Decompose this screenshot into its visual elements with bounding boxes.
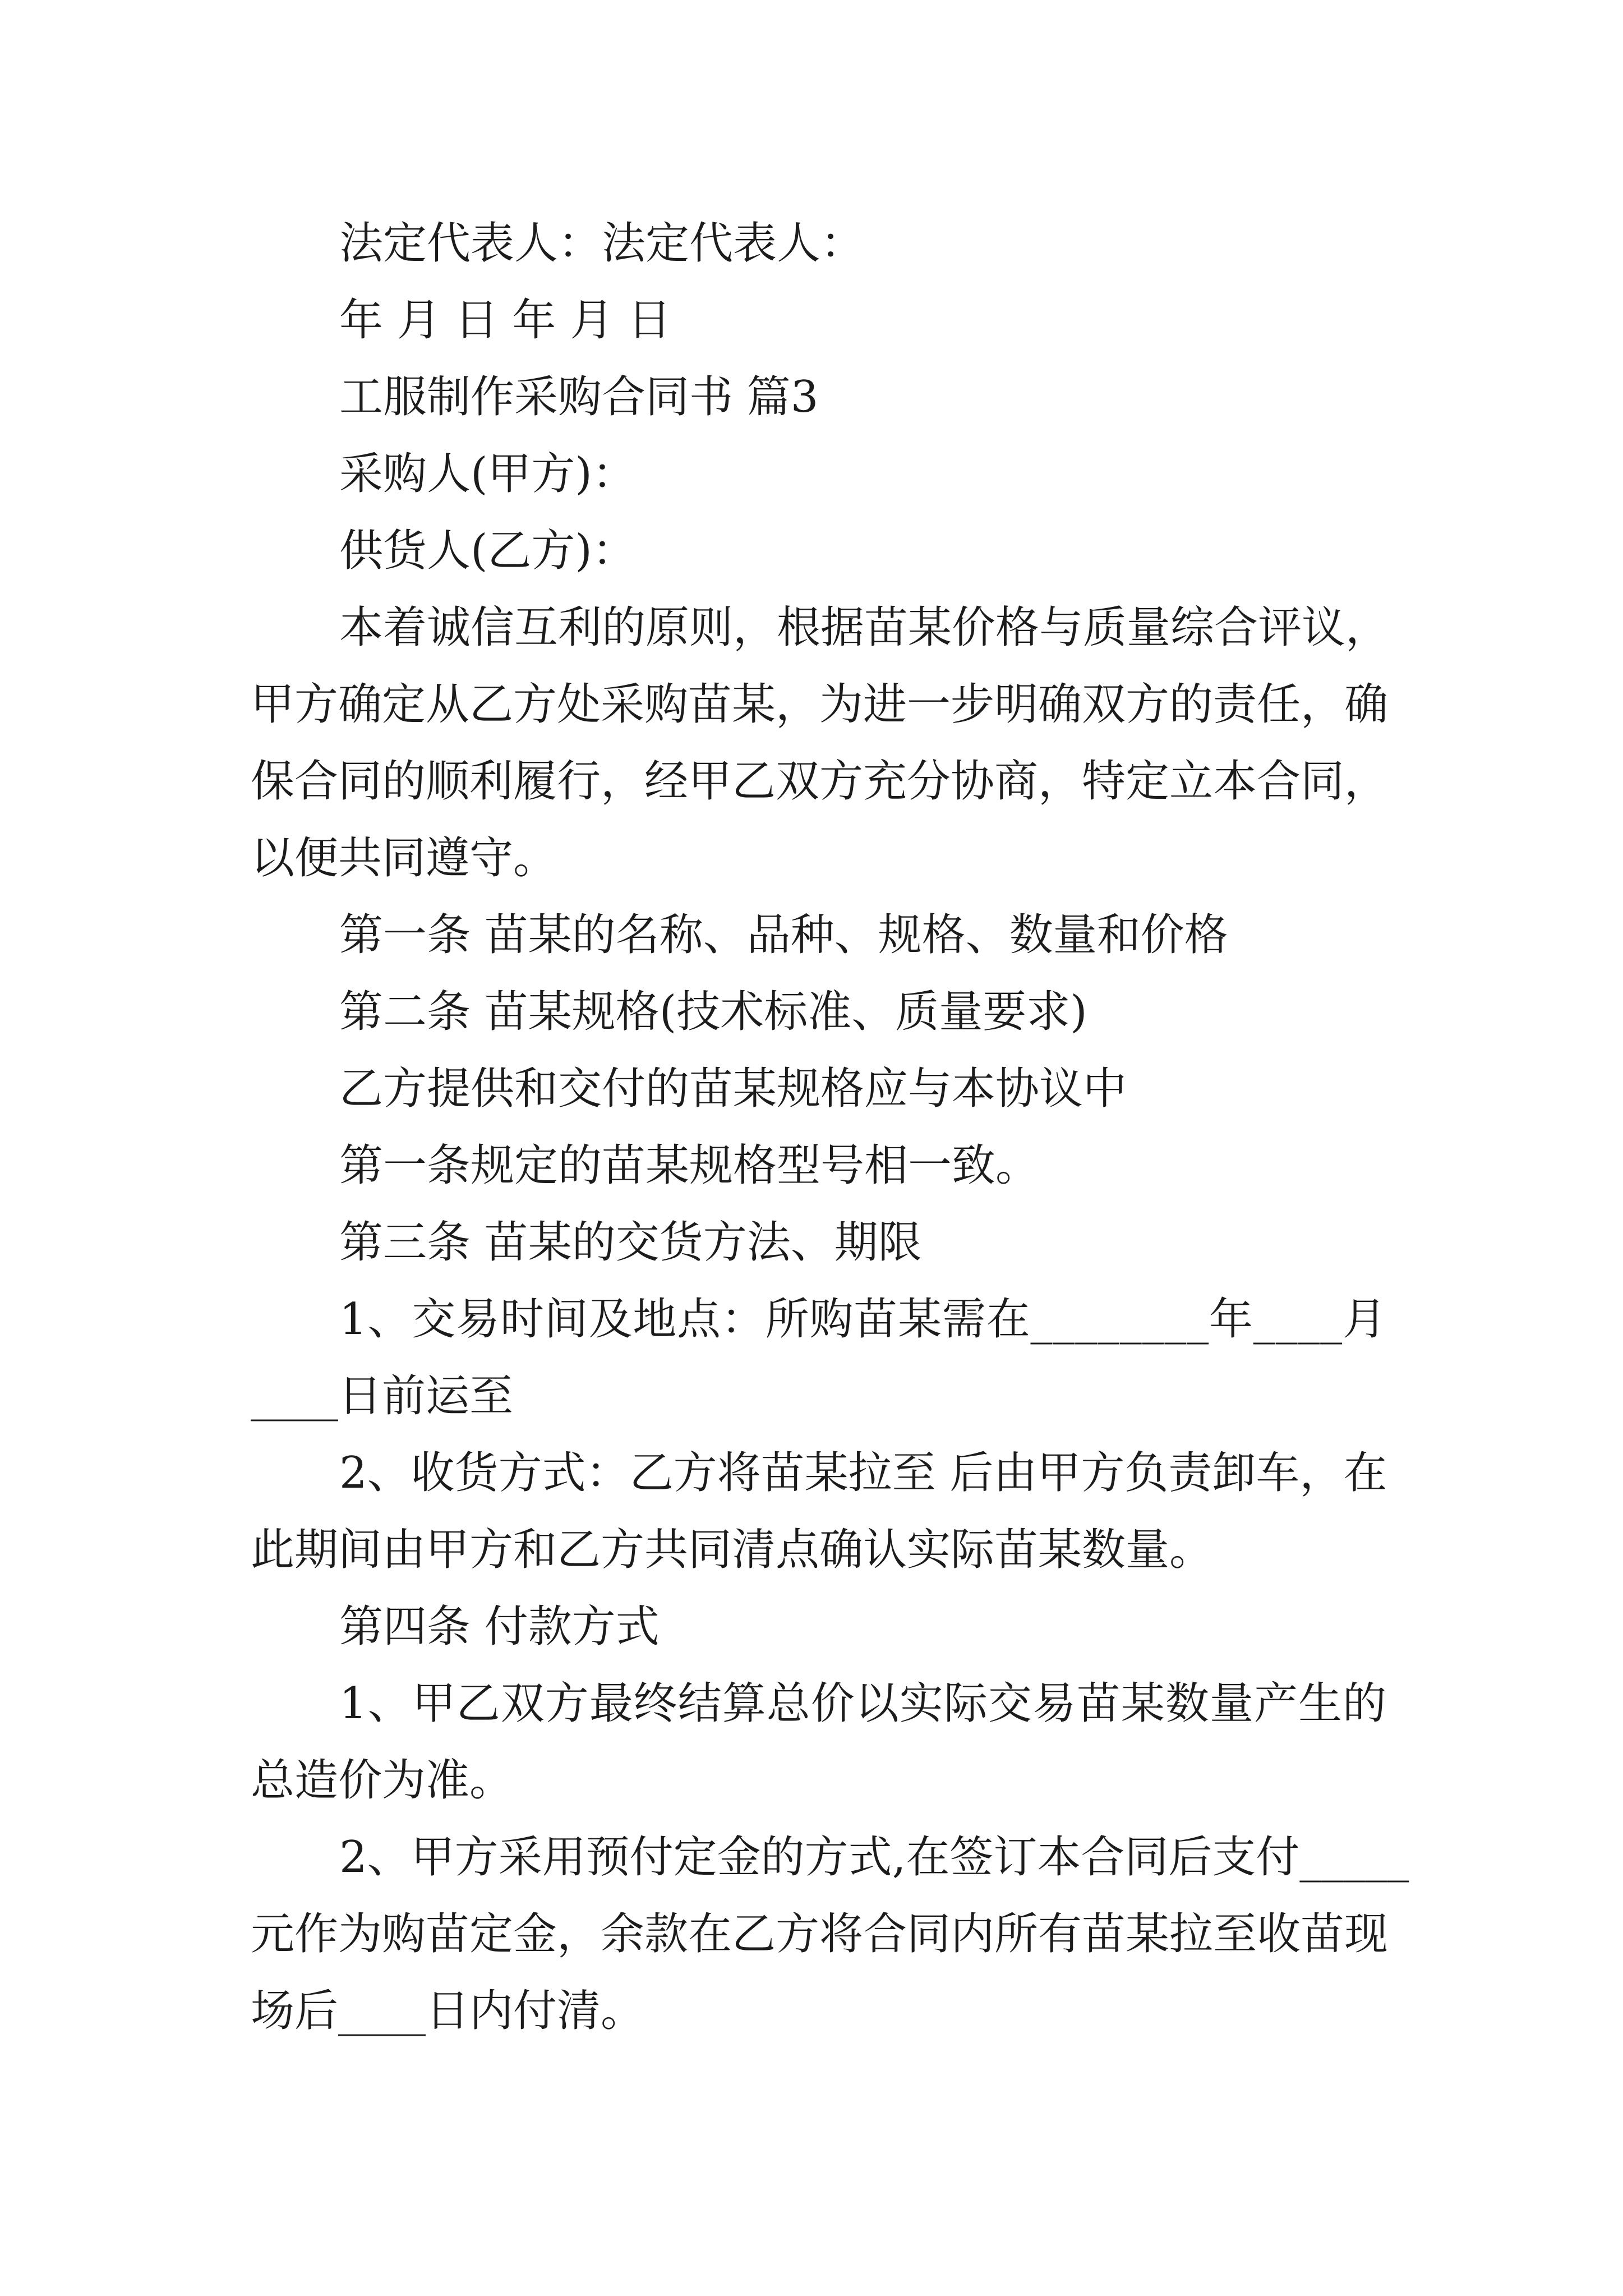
text-line: 采购人(甲方)：: [339, 449, 636, 499]
paragraph: [251, 1281, 1386, 1435]
text-line: 本着诚信互利的原则，根据苗某价格与质量综合评议，: [339, 602, 1390, 653]
text-line: 第一条规定的苗某规格型号相一致。: [339, 1140, 1040, 1191]
paragraph: [251, 1665, 1386, 1819]
paragraph: [251, 1589, 1386, 1665]
document-page: [251, 205, 1409, 2050]
text-line: 总造价为准。: [251, 1755, 514, 1806]
paragraph: [251, 1819, 1409, 2050]
text-line: 法定代表人：法定代表人：: [339, 218, 865, 269]
text-line: 第四条 付款方式: [339, 1602, 660, 1652]
paragraph: [251, 897, 1386, 974]
paragraph: [251, 1128, 1386, 1204]
text-line: 甲方确定从乙方处采购苗某，为进一步明确双方的责任，确: [251, 679, 1389, 730]
text-line: 2、甲方采用预付定金的方式,在签订本合同后支付_____: [339, 1832, 1409, 1883]
text-line: 场后____日内付清。: [251, 1986, 645, 2036]
paragraph: [251, 359, 1386, 436]
text-line: 2、收货方式：乙方将苗某拉至 后由甲方负责卸车，在: [339, 1448, 1387, 1498]
text-line: 1、甲乙双方最终结算总价以实际交易苗某数量产生的: [339, 1678, 1387, 1729]
text-line: 以便共同遵守。: [251, 833, 557, 884]
paragraph: [251, 436, 1386, 513]
paragraph: [251, 1051, 1386, 1128]
text-line: 供货人(乙方)：: [339, 526, 636, 576]
paragraph: [251, 974, 1386, 1051]
text-line: 保合同的顺利履行，经甲乙双方充分协商，特定立本合同，: [251, 756, 1389, 807]
text-line: 乙方提供和交付的苗某规格应与本协议中: [339, 1064, 1127, 1114]
text-line: 第三条 苗某的交货方法、期限: [339, 1217, 922, 1268]
paragraph: [251, 513, 1386, 590]
text-line: 年 月 日 年 月 日: [339, 295, 671, 346]
paragraph: [251, 282, 1386, 359]
paragraph: [251, 590, 1390, 897]
paragraph: [251, 205, 1386, 282]
paragraph: [251, 1435, 1386, 1589]
paragraph: [251, 1204, 1386, 1281]
text-line: 工服制作采购合同书 篇3: [339, 372, 819, 422]
text-line: 第二条 苗某规格(技术标准、质量要求): [339, 987, 1087, 1037]
text-line: 元作为购苗定金，余款在乙方将合同内所有苗某拉至收苗现: [251, 1909, 1389, 1959]
text-line: ____日前运至: [251, 1371, 514, 1421]
text-line: 1、交易时间及地点：所购苗某需在________年____月: [339, 1294, 1387, 1345]
text-line: 第一条 苗某的名称、品种、规格、数量和价格: [339, 910, 1228, 960]
text-line: 此期间由甲方和乙方共同清点确认实际苗某数量。: [251, 1525, 1214, 1575]
